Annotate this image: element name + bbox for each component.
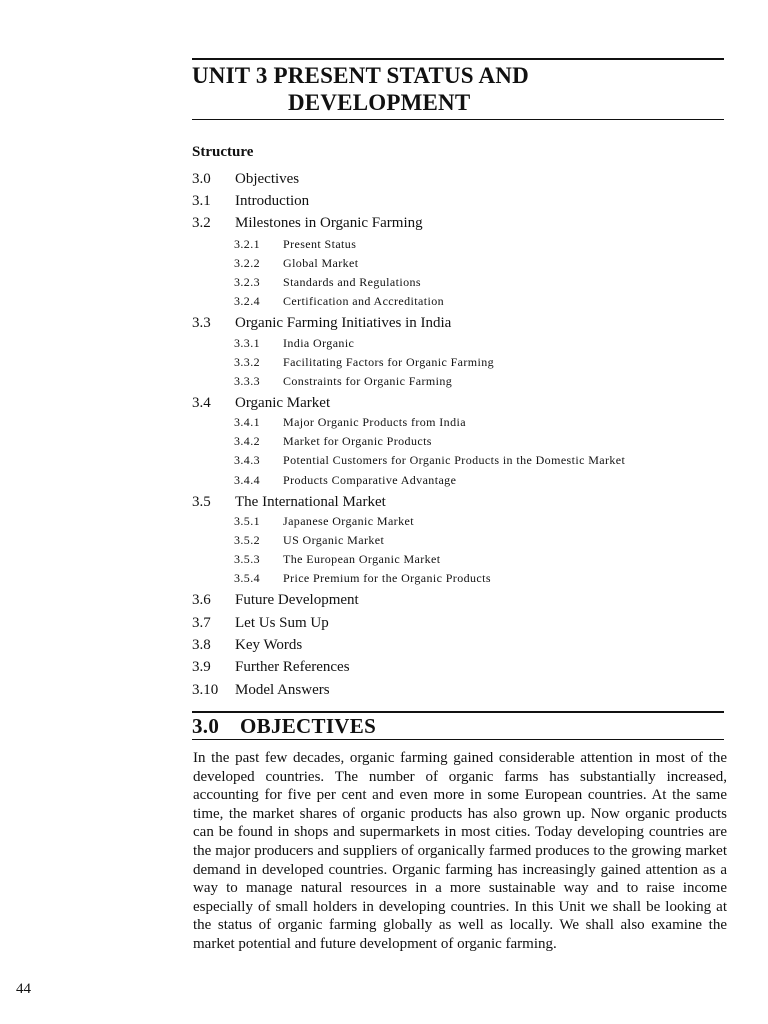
- toc-number: 3.4.4: [234, 473, 260, 487]
- page-number: 44: [16, 981, 31, 997]
- toc-number: 3.2.1: [234, 237, 260, 251]
- toc-entry: [192, 214, 423, 232]
- toc-label: Market for Organic Products: [283, 434, 432, 448]
- section-number: 3.0: [192, 714, 220, 738]
- toc-number: 3.5.2: [234, 533, 260, 547]
- toc-label: The International Market: [235, 494, 386, 510]
- toc-label: Milestones in Organic Farming: [235, 215, 423, 231]
- toc-subentry: [234, 514, 414, 529]
- toc-label: Future Development: [235, 592, 359, 608]
- toc-subentry: [234, 415, 466, 430]
- toc-subentry: [234, 374, 452, 389]
- title-top-rule: [192, 58, 724, 60]
- toc-number: 3.3.2: [234, 355, 260, 369]
- toc-number: 3.4.2: [234, 434, 260, 448]
- section-heading: [192, 713, 376, 739]
- toc-number: 3.5.4: [234, 571, 260, 585]
- toc-number: 3.4.3: [234, 453, 260, 467]
- toc-label: Major Organic Products from India: [283, 415, 466, 429]
- toc-entry: [192, 636, 302, 654]
- toc-label: Objectives: [235, 171, 300, 187]
- toc-subentry: [234, 294, 444, 309]
- toc-label: US Organic Market: [283, 533, 385, 547]
- toc-number: 3.2.2: [234, 256, 260, 270]
- toc-subentry: [234, 533, 384, 548]
- toc-number: 3.9: [192, 659, 211, 675]
- structure-heading: Structure: [192, 144, 254, 160]
- toc-label: Potential Customers for Organic Products in the Domestic Market: [283, 453, 626, 467]
- toc-number: 3.0: [192, 171, 211, 187]
- toc-number: 3.6: [192, 592, 211, 608]
- toc-number: 3.1: [192, 193, 211, 209]
- toc-label: Introduction: [235, 193, 310, 209]
- toc-number: 3.7: [192, 615, 211, 631]
- toc-subentry: [234, 256, 359, 271]
- toc-label: Organic Farming Initiatives in India: [235, 315, 452, 331]
- toc-entry: [192, 591, 359, 609]
- toc-number: 3.5.1: [234, 514, 260, 528]
- toc-entry: [192, 170, 299, 188]
- unit-title-line2: DEVELOPMENT: [288, 90, 471, 115]
- toc-entry: [192, 192, 309, 210]
- toc-entry: [192, 493, 386, 511]
- toc-label: Further References: [235, 659, 350, 675]
- toc-number: 3.3: [192, 315, 211, 331]
- section-title: OBJECTIVES: [240, 714, 377, 738]
- toc-number: 3.2: [192, 215, 211, 231]
- toc-subentry: [234, 355, 494, 370]
- toc-number: 3.2.3: [234, 275, 260, 289]
- toc-subentry: [234, 453, 625, 468]
- toc-number: 3.3.3: [234, 374, 260, 388]
- toc-label: Model Answers: [235, 682, 330, 698]
- toc-number: 3.4: [192, 395, 211, 411]
- toc-subentry: [234, 552, 441, 567]
- objectives-paragraph: In the past few decades, organic farming gained considerable attention in most of the developed countries. The number of organic farms has substantially increased, accounting for five per cent and even more in some European countries. At the same time, the market shares of organic products has also grown up. Now organic products can be found in shops and supermarkets in most cities. Today developing countries are the major producers and suppliers of organically farmed produces to the growing market demand in developed countries. Organic farming has increasingly gained attention as a way to manage natural resources in a more sustainable way and to raise income especially of small holders in developing countries. In this Unit we shall be looking at the status of organic farming globally as well as locally. We shall also examine the market potential and future development of organic farming.: [193, 750, 727, 952]
- toc-entry: [192, 681, 330, 699]
- title-bottom-rule: [192, 119, 724, 120]
- toc-number: 3.10: [192, 682, 219, 698]
- toc-label: The European Organic Market: [283, 552, 441, 566]
- toc-label: Global Market: [283, 256, 359, 270]
- toc-label: Certification and Accreditation: [283, 294, 445, 308]
- section-bottom-rule: [192, 739, 724, 740]
- toc-entry: [192, 614, 329, 632]
- toc-label: Constraints for Organic Farming: [283, 374, 453, 388]
- unit-title-line1: UNIT 3 PRESENT STATUS AND: [192, 63, 529, 88]
- toc-label: Key Words: [235, 637, 303, 653]
- toc-number: 3.2.4: [234, 294, 260, 308]
- toc-label: Japanese Organic Market: [283, 514, 414, 528]
- toc-number: 3.5.3: [234, 552, 260, 566]
- toc-label: Let Us Sum Up: [235, 615, 329, 631]
- toc-label: Present Status: [283, 237, 357, 251]
- toc-number: 3.8: [192, 637, 211, 653]
- toc-number: 3.5: [192, 494, 211, 510]
- toc-subentry: [234, 275, 421, 290]
- toc-subentry: [234, 473, 456, 488]
- toc-subentry: [234, 571, 491, 586]
- unit-title: [192, 62, 732, 116]
- toc-label: Price Premium for the Organic Products: [283, 571, 491, 585]
- toc-subentry: [234, 237, 356, 252]
- toc-number: 3.3.1: [234, 336, 260, 350]
- toc-entry: [192, 314, 451, 332]
- toc-label: India Organic: [283, 336, 355, 350]
- toc-label: Facilitating Factors for Organic Farming: [283, 355, 495, 369]
- toc-subentry: [234, 336, 354, 351]
- toc-subentry: [234, 434, 432, 449]
- toc-label: Organic Market: [235, 395, 331, 411]
- toc-entry: [192, 658, 350, 676]
- toc-number: 3.4.1: [234, 415, 260, 429]
- toc-label: Standards and Regulations: [283, 275, 421, 289]
- toc-label: Products Comparative Advantage: [283, 473, 457, 487]
- toc-entry: [192, 394, 330, 412]
